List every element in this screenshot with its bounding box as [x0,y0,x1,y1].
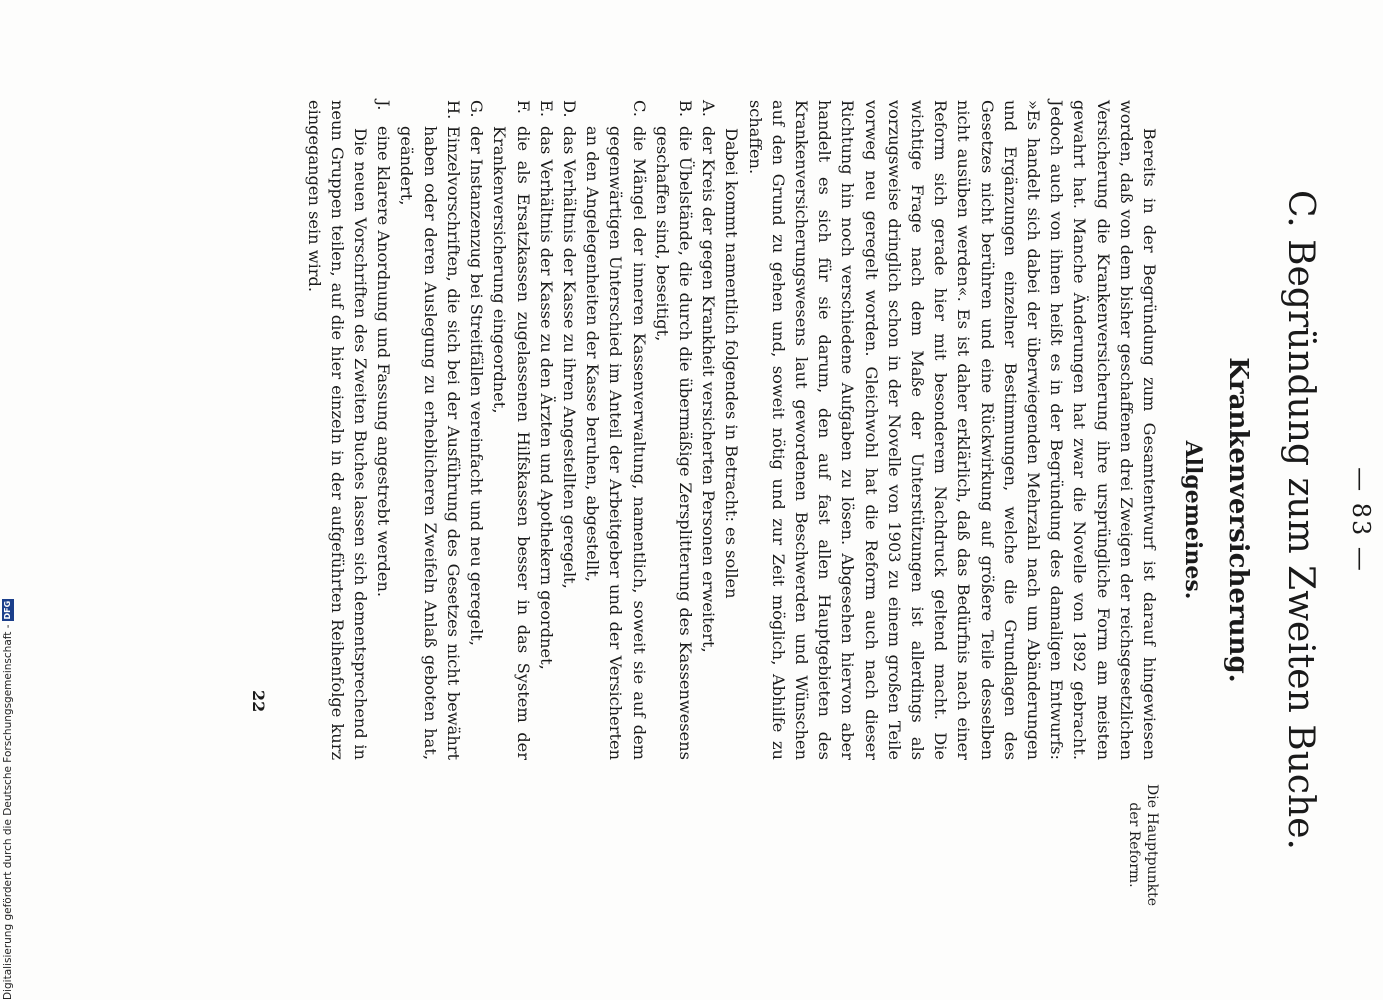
body-text [302,100,1161,760]
section-title: Krankenversicherung. [1223,357,1253,683]
list-letter: C. [629,100,649,117]
list-letter: F. [513,100,533,114]
list-letter: J. [374,100,394,111]
intro-paragraph: Bereits in der Begründung zum Gesamtentwurf ist darauf hingewiesen worden, daß von dem bisher geschaffenen drei Zweigen der reichsgesetzlichen Versicherung die Krankenversicherung ihre ursprüngliche Form am meisten gewahrt hat. Manche Änderungen hat zwar die Novelle von 1892 gebracht. Jedoch auch von ihnen heißt es in der Begründung des damaligen Entwurfs: »Es handelt sich dabei der überwiegenden Mehrzahl nach um Abänderungen und Ergänzungen einzelner Bestimmungen, welche die Grundlagen des Gesetzes nicht berühren und eine Rückwirkung auf größere Teile desselben nicht ausüben werden«. Es ist daher erklärlich, daß das Bedürfnis nach einer Reform sich gerade hier mit besonderem Nachdruck geltend macht. Die wichtige Frage nach dem Maße der Unterstützungen ist allerdings als vorzugsweise dringlich schon in der Novelle von 1903 zu einem großen Teile vorweg neu geregelt worden. Gleichwohl hat die Reform auch nach dieser Richtung hin noch verschiedene Aufgaben zu lösen. Abgesehen hiervon aber handelt es sich für sie darum, den auf fast allen Hauptgebieten des Krankenversicherungswesens laut gewordenen Beschwerden und Wünschen auf den Grund zu gehen und, soweit nötig und zur Zeit möglich, Abhilfe zu schaffen. [745,100,1159,760]
list-letter: A. [699,100,719,117]
page-number: — 83 — [1347,467,1375,573]
list-text: die Mängel der inneren Kassenverwaltung, namentlich, soweit sie auf dem gegenwärtigen Unterschied im Anteil der Arbeitgeber und der Versicherten an den Angelegenheiten der Kasse beruhen, abgestellt, [583,126,649,760]
list-item [372,100,395,760]
list-item [558,100,581,760]
list-letter: B. [675,100,695,118]
list-text: die als Ersatzkassen zugelassenen Hilfskassen besser in das System der Krankenversicherung eingeordnet, [490,126,533,760]
chapter-title: C. Begründung zum Zweiten Buche. [1280,190,1321,850]
list-letter: H. [443,100,463,120]
list-text: das Verhältnis der Kasse zu den Ärzten und Apothekern geordnet, [536,126,556,670]
list-letter: G. [467,100,487,118]
list-item [465,100,488,760]
list-item [697,100,720,760]
list-text: das Verhältnis der Kasse zu ihren Angestellten geregelt, [559,126,579,589]
list-letter: D. [559,100,579,118]
closing-paragraph: Die neuen Vorschriften des Zweiten Buches lassen sich dementsprechend in neun Gruppen teilen, auf die hier einzeln in der aufgeführten Reihenfolge kurz eingegangen sein wird. [304,100,371,760]
rotated-page [183,90,1383,950]
list-item [535,100,558,760]
list-item [581,100,651,760]
list-text: der Instanzenzug bei Streitfällen vereinfacht und neu geregelt, [467,126,487,646]
list-item [395,100,465,760]
list-text: Einzelvorschriften, die sich bei der Ausführung des Gesetzes nicht bewährt haben oder deren Auslegung zu erheblicheren Zweifeln Anlaß geboten hat, geändert, [397,126,463,760]
list-letter: E. [536,100,556,117]
list-intro: Dabei kommt namentlich folgendes in Betracht: es sollen [722,128,742,599]
list-text: die Übelstände, die durch die übermäßige Zersplitterung des Kassenwesens geschaffen sind, beseitigt, [652,126,695,760]
reform-list [372,100,720,760]
digitization-credit [0,600,16,1000]
list-text: der Kreis der gegen Krankheit versicherten Personen erweitert, [699,126,719,653]
signature-number: 22 [249,690,268,713]
dfg-logo-icon: DFG [3,600,12,620]
margin-note: Die Hauptpunkte der Reform. [1126,784,1160,906]
list-item [488,100,534,760]
credit-text: Digitalisierung gefördert durch die Deutsche Forschungsgemeinschaft - [2,624,14,1000]
list-item [651,100,697,760]
list-text: eine klarere Anordnung und Fassung angestrebt werden. [374,126,394,598]
subsection-title: Allgemeines. [1180,440,1206,600]
